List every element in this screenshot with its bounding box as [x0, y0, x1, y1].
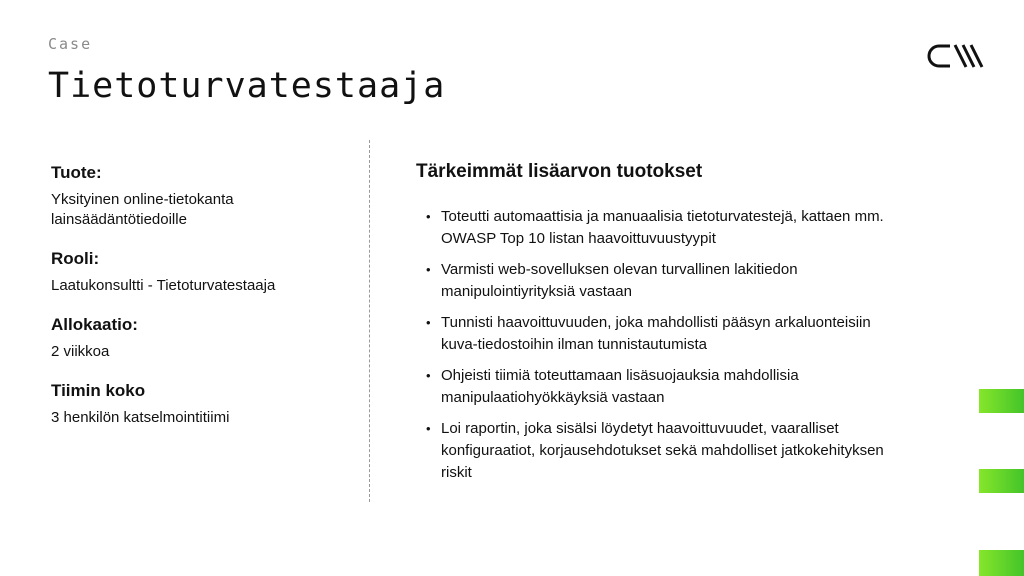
- list-item-line: riskit: [441, 464, 472, 481]
- section-value-line: Yksityinen online-tietokanta: [51, 191, 234, 208]
- case-eyebrow: Case: [48, 35, 93, 53]
- company-logo-icon: [926, 40, 984, 72]
- section-value-line: 2 viikkoa: [51, 343, 110, 360]
- accent-bar: [979, 469, 1024, 493]
- accent-bar: [979, 389, 1024, 413]
- page-title: Tietoturvatestaaja: [48, 66, 446, 106]
- accent-bar: [979, 550, 1024, 576]
- section-team-size: [51, 380, 351, 428]
- list-item: [426, 259, 966, 303]
- bullet-icon: •: [426, 421, 431, 436]
- list-item-line: konfiguraatiot, korjausehdotukset sekä mahdolliset jatkokehityksen: [441, 442, 884, 459]
- column-divider: [369, 140, 370, 502]
- bullet-icon: •: [426, 315, 431, 330]
- section-value-line: lainsäädäntötiedoille: [51, 211, 187, 228]
- section-value-line: Laatukonsultti - Tietoturvatestaaja: [51, 277, 276, 294]
- section-product: [51, 162, 351, 230]
- bullet-icon: •: [426, 262, 431, 277]
- list-item-line: manipulaatiohyökkäyksiä vastaan: [441, 389, 665, 406]
- list-item-line: Tunnisti haavoittuvuuden, joka mahdollisti pääsyn arkaluonteisiin: [441, 314, 871, 331]
- deliverables-list: [426, 206, 966, 493]
- list-item-line: Varmisti web-sovelluksen olevan turvallinen lakitiedon: [441, 261, 798, 278]
- section-label: Tiimin koko: [51, 381, 146, 400]
- bullet-icon: •: [426, 209, 431, 224]
- section-label: Allokaatio:: [51, 315, 138, 334]
- section-label: Rooli:: [51, 249, 100, 268]
- bullet-icon: •: [426, 368, 431, 383]
- list-item-line: Ohjeisti tiimiä toteuttamaan lisäsuojauksia mahdollisia: [441, 367, 799, 384]
- list-item-line: Loi raportin, joka sisälsi löydetyt haavoittuvuudet, vaaralliset: [441, 420, 839, 437]
- list-item: [426, 365, 966, 409]
- section-value: [51, 190, 351, 230]
- section-value: [51, 276, 351, 296]
- list-item-line: kuva-tiedostoihin ilman tunnistautumista: [441, 336, 707, 353]
- list-item: [426, 312, 966, 356]
- project-details: [51, 162, 351, 446]
- section-allocation: [51, 314, 351, 362]
- section-value: [51, 342, 351, 362]
- section-value: [51, 408, 351, 428]
- list-item-line: manipulointiyrityksiä vastaan: [441, 283, 632, 300]
- list-item-line: OWASP Top 10 listan haavoittuvuustyypit: [441, 230, 716, 247]
- section-value-line: 3 henkilön katselmointitiimi: [51, 409, 230, 426]
- section-label: Tuote:: [51, 163, 102, 182]
- section-role: [51, 248, 351, 296]
- list-item: [426, 418, 966, 484]
- deliverables-heading: Tärkeimmät lisäarvon tuotokset: [416, 161, 703, 182]
- list-item-line: Toteutti automaattisia ja manuaalisia tietoturvatestejä, kattaen mm.: [441, 208, 884, 225]
- list-item: [426, 206, 966, 250]
